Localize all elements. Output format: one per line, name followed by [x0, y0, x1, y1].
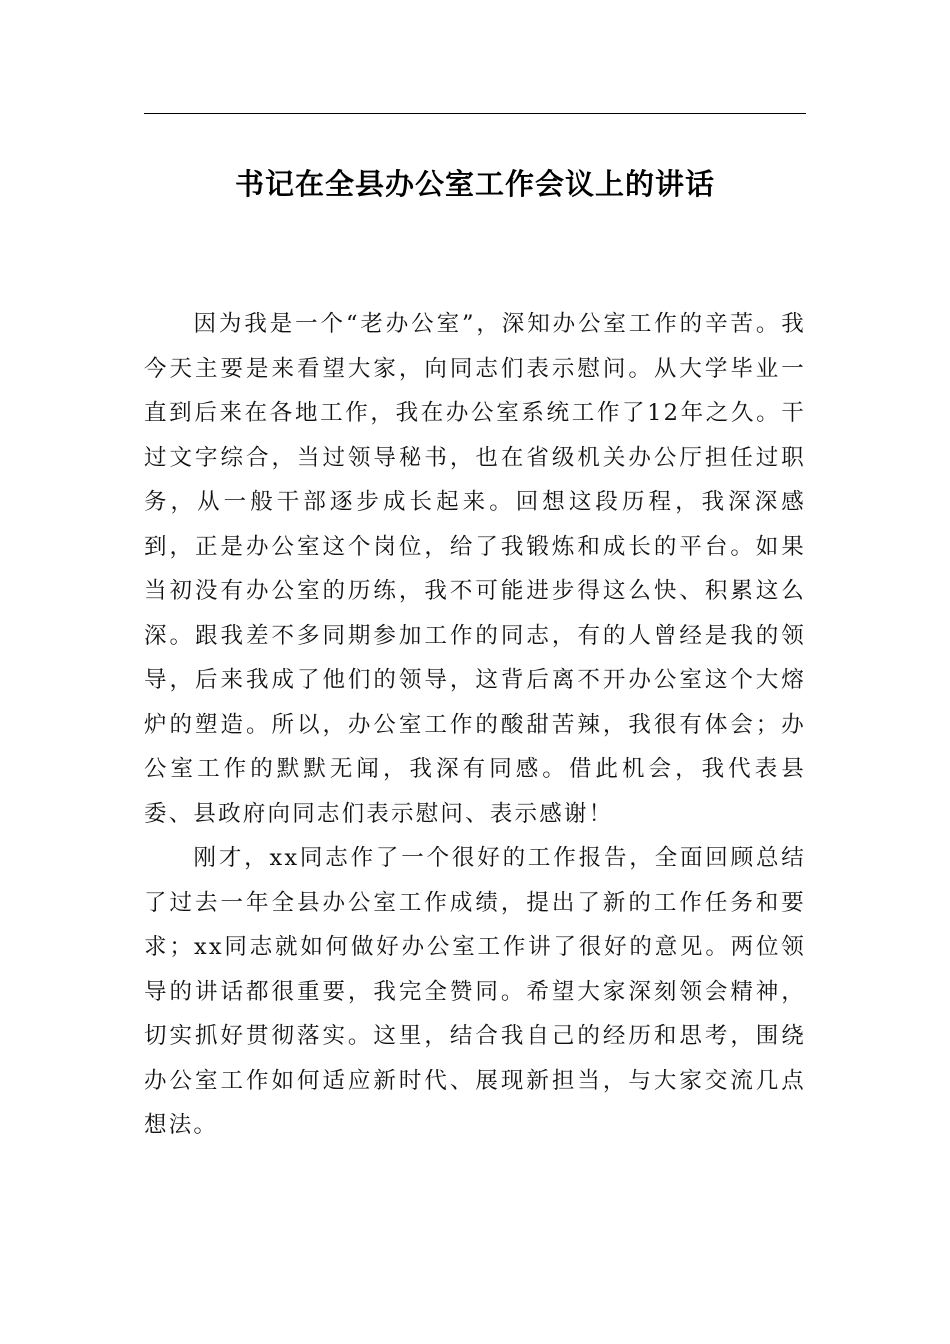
paragraph-2: 刚才，xx同志作了一个很好的工作报告，全面回顾总结了过去一年全县办公室工作成绩，提出了新的工作任务和要求；xx同志就如何做好办公室工作讲了很好的意见。两位领导的讲话都很重要，我完全赞同。希望大家深刻领会精神，切实抓好贯彻落实。这里，结合我自己的经历和思考，围绕办公室工作如何适应新时代、展现新担当，与大家交流几点想法。: [144, 845, 806, 1138]
document-title: 书记在全县办公室工作会议上的讲话: [234, 167, 715, 201]
document-body: [144, 302, 806, 1148]
header-rule: [144, 113, 806, 114]
paragraph-1: 因为我是一个“老办公室”，深知办公室工作的辛苦。我今天主要是来看望大家，向同志们表示慰问。从大学毕业一直到后来在各地工作，我在办公室系统工作了12年之久。干过文字综合，当过领导秘书，也在省级机关办公厅担任过职务，从一般干部逐步成长起来。回想这段历程，我深深感到，正是办公室这个岗位，给了我锻炼和成长的平台。如果当初没有办公室的历练，我不可能进步得这么快、积累这么深。跟我差不多同期参加工作的同志，有的人曾经是我的领导，后来我成了他们的领导，这背后离不开办公室这个大熔炉的塑造。所以，办公室工作的酸甜苦辣，我很有体会；办公室工作的默默无闻，我深有同感。借此机会，我代表县委、县政府向同志们表示慰问、表示感谢！: [144, 311, 806, 827]
